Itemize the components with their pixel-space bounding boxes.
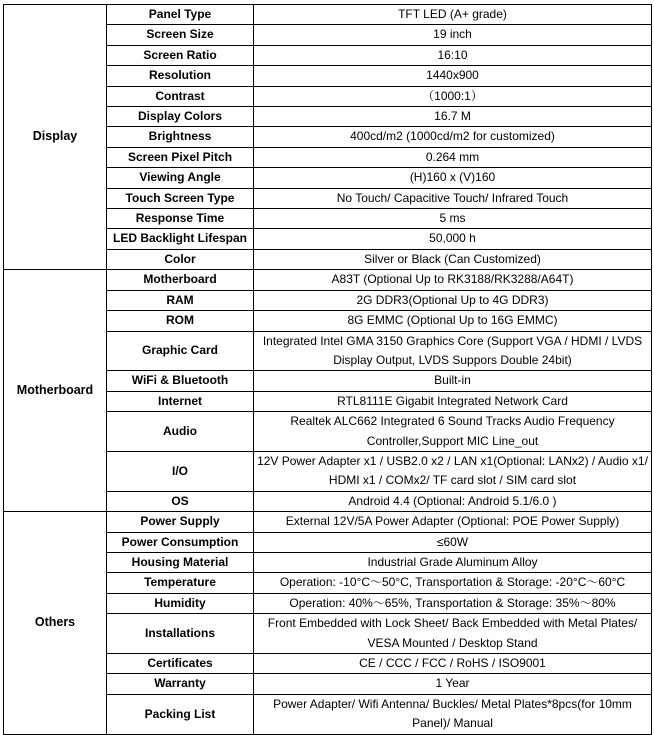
parameter-value: Android 4.4 (Optional: Android 5.1/6.0 ) — [254, 491, 652, 511]
group-label: Motherboard — [4, 270, 107, 512]
parameter-name: OS — [107, 491, 254, 511]
parameter-name: Audio — [107, 412, 254, 452]
parameter-name: RAM — [107, 290, 254, 310]
parameter-value: ≤60W — [254, 532, 652, 552]
parameter-name: Screen Pixel Pitch — [107, 147, 254, 167]
parameter-value: Integrated Intel GMA 3150 Graphics Core (Support VGA / HDMI / LVDS Display Output, LVDS Suppors Double 24bit) — [254, 331, 652, 371]
parameter-value: RTL8111E Gigabit Integrated Network Card — [254, 391, 652, 411]
parameter-value: 12V Power Adapter x1 / USB2.0 x2 / LAN x1(Optional: LANx2) / Audio x1/ HDMI x1 / COMx2/ TF card slot / SIM card slot — [254, 451, 652, 491]
parameter-name: Screen Ratio — [107, 45, 254, 65]
spec-row — [4, 5, 652, 25]
parameter-name: Touch Screen Type — [107, 188, 254, 208]
parameter-name: Certificates — [107, 654, 254, 674]
group-label: Others — [4, 512, 107, 734]
parameter-name: Power Consumption — [107, 532, 254, 552]
parameter-name: Graphic Card — [107, 331, 254, 371]
parameter-value: 0.264 mm — [254, 147, 652, 167]
parameter-name: Power Supply — [107, 512, 254, 532]
parameter-name: Screen Size — [107, 25, 254, 45]
parameter-name: Color — [107, 249, 254, 269]
spec-table-body — [4, 5, 652, 735]
parameter-value: （1000:1） — [254, 86, 652, 106]
parameter-value: Operation: -10°C～50°C, Transportation & Storage: -20°C～60°C — [254, 573, 652, 593]
parameter-value: 1 Year — [254, 674, 652, 694]
parameter-value: Industrial Grade Aluminum Alloy — [254, 552, 652, 572]
parameter-name: LED Backlight Lifespan — [107, 229, 254, 249]
parameter-name: Installations — [107, 614, 254, 654]
parameter-value: No Touch/ Capacitive Touch/ Infrared Touch — [254, 188, 652, 208]
parameter-value: Power Adapter/ Wifi Antenna/ Buckles/ Metal Plates*8pcs(for 10mm Panel)/ Manual — [254, 694, 652, 734]
parameter-name: I/O — [107, 451, 254, 491]
parameter-value: External 12V/5A Power Adapter (Optional: POE Power Supply) — [254, 512, 652, 532]
parameter-value: TFT LED (A+ grade) — [254, 5, 652, 25]
parameter-value: CE / CCC / FCC / RoHS / ISO9001 — [254, 654, 652, 674]
parameter-value: A83T (Optional Up to RK3188/RK3288/A64T) — [254, 270, 652, 290]
parameter-name: Warranty — [107, 674, 254, 694]
spec-row — [4, 270, 652, 290]
parameter-name: Contrast — [107, 86, 254, 106]
parameter-name: Humidity — [107, 593, 254, 613]
parameter-value: 16:10 — [254, 45, 652, 65]
parameter-value: 19 inch — [254, 25, 652, 45]
parameter-name: Internet — [107, 391, 254, 411]
parameter-value: Silver or Black (Can Customized) — [254, 249, 652, 269]
parameter-value: 5 ms — [254, 209, 652, 229]
parameter-name: Resolution — [107, 66, 254, 86]
parameter-value: 1440x900 — [254, 66, 652, 86]
parameter-value: Front Embedded with Lock Sheet/ Back Embedded with Metal Plates/ VESA Mounted / Desktop Stand — [254, 614, 652, 654]
parameter-name: Response Time — [107, 209, 254, 229]
parameter-value: 400cd/m2 (1000cd/m2 for customized) — [254, 127, 652, 147]
parameter-value: (H)160 x (V)160 — [254, 168, 652, 188]
spec-table — [3, 4, 652, 735]
group-label: Display — [4, 5, 107, 270]
parameter-name: ROM — [107, 311, 254, 331]
parameter-name: Temperature — [107, 573, 254, 593]
parameter-value: 2G DDR3(Optional Up to 4G DDR3) — [254, 290, 652, 310]
parameter-name: Panel Type — [107, 5, 254, 25]
parameter-name: Viewing Angle — [107, 168, 254, 188]
parameter-value: Realtek ALC662 Integrated 6 Sound Tracks Audio Frequency Controller,Support MIC Line_out — [254, 412, 652, 452]
parameter-value: 8G EMMC (Optional Up to 16G EMMC) — [254, 311, 652, 331]
parameter-name: Housing Material — [107, 552, 254, 572]
parameter-name: Brightness — [107, 127, 254, 147]
parameter-value: Operation: 40%～65%, Transportation & Storage: 35%～80% — [254, 593, 652, 613]
parameter-name: Display Colors — [107, 107, 254, 127]
parameter-value: 50,000 h — [254, 229, 652, 249]
spec-row — [4, 512, 652, 532]
parameter-value: Built-in — [254, 371, 652, 391]
parameter-name: Motherboard — [107, 270, 254, 290]
parameter-name: WiFi & Bluetooth — [107, 371, 254, 391]
parameter-name: Packing List — [107, 694, 254, 734]
parameter-value: 16.7 M — [254, 107, 652, 127]
